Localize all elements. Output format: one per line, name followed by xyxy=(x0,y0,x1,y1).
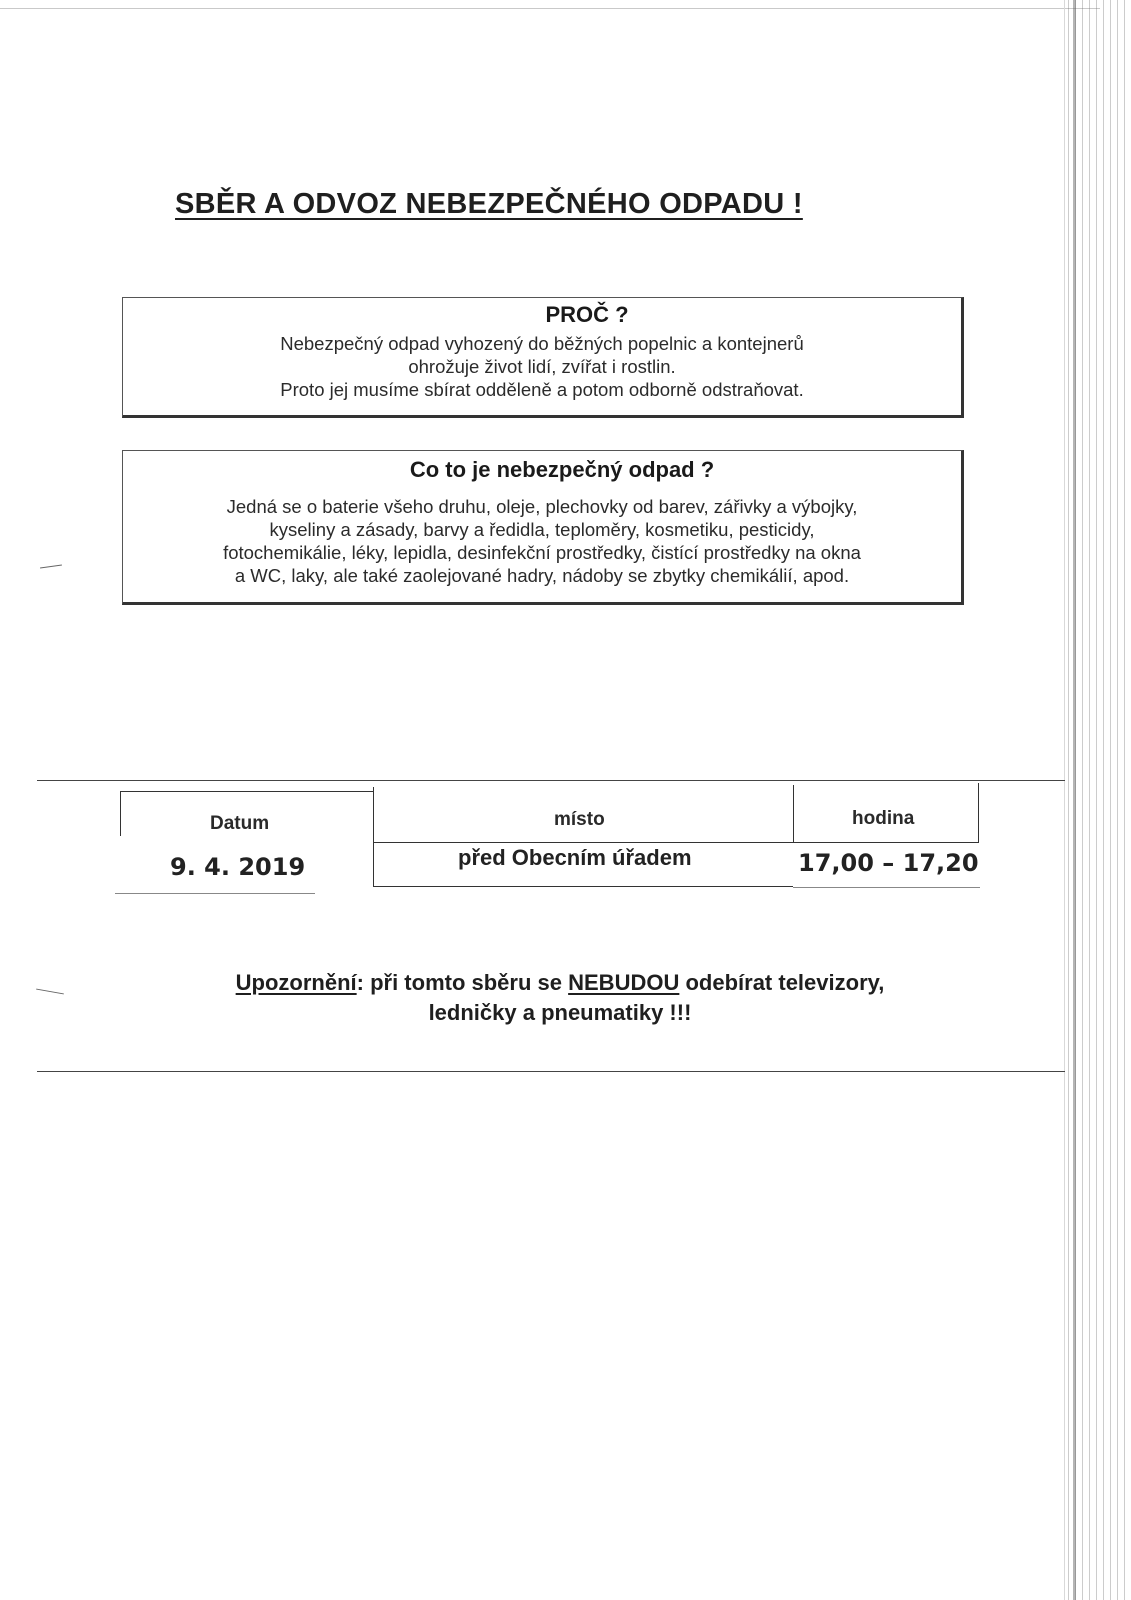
schedule-border xyxy=(120,791,121,836)
what-line: a WC, laky, ale také zaolejované hadry, nádoby se zbytky chemikálií, apod. xyxy=(234,565,850,586)
value-time: 17,00 – 17,20 xyxy=(798,849,979,877)
notice-label: Upozornění xyxy=(235,970,357,995)
scan-mark xyxy=(40,564,62,568)
scan-edge-artifact xyxy=(1064,0,1131,1600)
schedule-top-rule xyxy=(37,780,1065,781)
what-box xyxy=(122,450,964,605)
schedule-border xyxy=(373,886,793,887)
what-line: fotochemikálie, léky, lepidla, desinfekční prostředky, čistící prostředky na okna xyxy=(223,542,861,563)
page-title: SBĚR A ODVOZ NEBEZPEČNÉHO ODPADU ! xyxy=(175,188,803,220)
schedule-border xyxy=(373,842,978,843)
notice-text: odebírat televizory, xyxy=(679,970,885,995)
schedule-border xyxy=(120,791,373,792)
value-date: 9. 4. 2019 xyxy=(170,853,306,881)
schedule-border xyxy=(793,887,980,888)
scan-mark xyxy=(36,989,64,995)
what-line: kyseliny a zásady, barvy a ředidla, teploměry, kosmetiku, pesticidy, xyxy=(269,519,815,540)
header-date: Datum xyxy=(210,813,270,834)
header-time: hodina xyxy=(852,808,915,829)
why-line: Nebezpečný odpad vyhozený do běžných popelnic a kontejnerů xyxy=(280,333,804,354)
notice-text: : při tomto sběru se xyxy=(356,970,569,995)
notice-line-1 xyxy=(120,968,1000,998)
notice-emphasis: NEBUDOU xyxy=(568,970,680,995)
why-line: Proto jej musíme sbírat odděleně a potom odborně odstraňovat. xyxy=(280,379,804,400)
why-box xyxy=(122,297,964,418)
what-line: Jedná se o baterie všeho druhu, oleje, plechovky od barev, zářivky a výbojky, xyxy=(226,496,858,517)
bottom-rule xyxy=(37,1071,1065,1072)
notice-line-2: ledničky a pneumatiky !!! xyxy=(428,1000,692,1025)
schedule-border xyxy=(793,785,794,842)
schedule-table xyxy=(120,783,980,889)
page-top-edge xyxy=(0,8,1100,9)
why-line: ohrožuje život lidí, zvířat i rostlin. xyxy=(408,356,676,377)
schedule-border xyxy=(373,787,374,887)
header-place: místo xyxy=(554,809,605,830)
why-heading: PROČ ? xyxy=(545,302,629,327)
schedule-border xyxy=(978,783,979,843)
what-heading: Co to je nebezpečný odpad ? xyxy=(409,457,715,482)
notice xyxy=(120,968,1000,1028)
schedule-border xyxy=(115,893,315,894)
value-place: před Obecním úřadem xyxy=(458,845,692,870)
